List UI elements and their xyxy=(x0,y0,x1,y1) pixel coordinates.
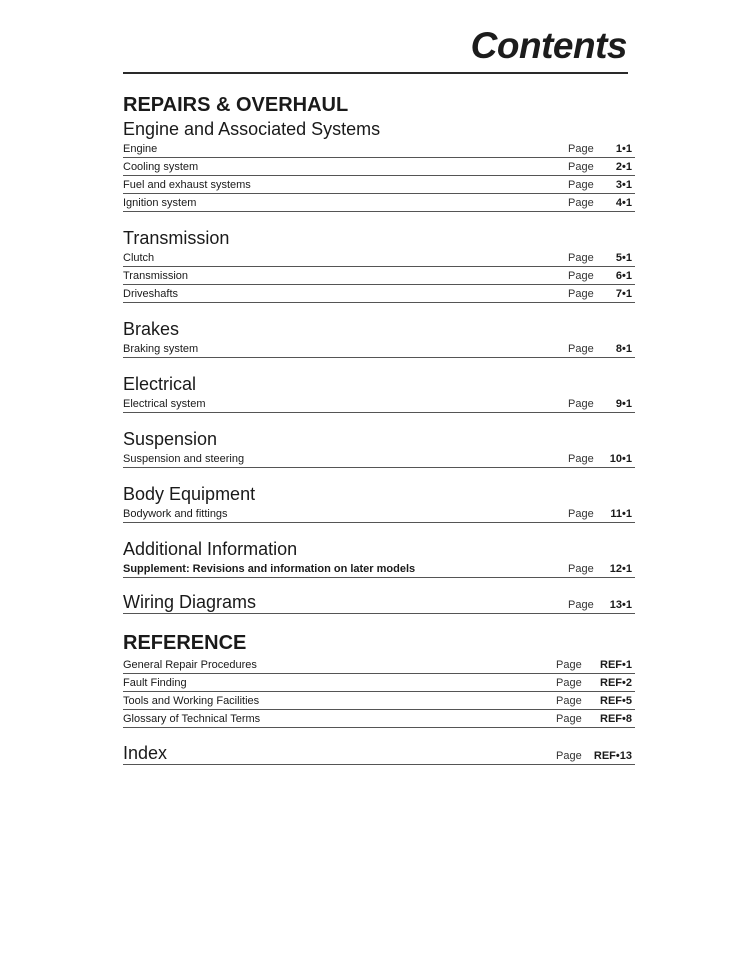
page-title: Contents xyxy=(470,25,627,66)
page-number: 2•1 xyxy=(615,161,632,173)
page-number: REF•1 xyxy=(600,659,632,671)
page-number: 12•1 xyxy=(609,563,632,575)
toc-entry[interactable] xyxy=(123,710,635,728)
section-heading: Wiring Diagrams xyxy=(123,592,257,612)
page-word: Page xyxy=(556,659,582,671)
page-number: 13•1 xyxy=(609,599,632,611)
page-word: Page xyxy=(568,343,594,355)
title-rule xyxy=(123,72,628,74)
section-heading: Suspension xyxy=(123,429,218,449)
entry-label: Supplement: Revisions and information on later models xyxy=(123,563,416,575)
section-heading: Brakes xyxy=(123,319,180,339)
section-heading: Electrical xyxy=(123,374,197,394)
page-word: Page xyxy=(568,197,594,209)
entry-label: Driveshafts xyxy=(123,288,179,300)
page-word: Page xyxy=(556,695,582,707)
page-word: Page xyxy=(568,563,594,575)
page-word: Page xyxy=(568,143,594,155)
page-word: Page xyxy=(568,161,594,173)
toc-entry-wiring-diagrams[interactable] xyxy=(123,593,635,614)
page-number: 1•1 xyxy=(615,143,632,155)
entry-label: Electrical system xyxy=(123,398,206,410)
toc-entry[interactable] xyxy=(123,560,635,578)
page-number: 7•1 xyxy=(615,288,632,300)
entry-label: Clutch xyxy=(123,252,155,264)
entry-label: Engine xyxy=(123,143,158,155)
toc-entry[interactable] xyxy=(123,395,635,413)
section-heading: Index xyxy=(123,743,168,763)
toc-entry[interactable] xyxy=(123,505,635,523)
page-word: Page xyxy=(568,270,594,282)
page-word: Page xyxy=(568,398,594,410)
entry-label: Fault Finding xyxy=(123,677,187,689)
section-engine xyxy=(123,118,635,212)
section-additional-information xyxy=(123,538,635,578)
section-electrical xyxy=(123,373,635,413)
toc-entry[interactable] xyxy=(123,340,635,358)
toc-entry[interactable] xyxy=(123,158,635,176)
section-heading: Body Equipment xyxy=(123,484,256,504)
section-wiring-diagrams xyxy=(123,593,635,614)
toc-entry[interactable] xyxy=(123,656,635,674)
section-brakes xyxy=(123,318,635,358)
page-number: REF•13 xyxy=(593,750,632,762)
page-word: Page xyxy=(556,677,582,689)
section-suspension xyxy=(123,428,635,468)
entry-label: Cooling system xyxy=(123,161,199,173)
page-number: 6•1 xyxy=(615,270,632,282)
page-number: REF•8 xyxy=(600,713,632,725)
page-number: 10•1 xyxy=(609,453,632,465)
toc-entry[interactable] xyxy=(123,140,635,158)
page-word: Page xyxy=(568,599,594,611)
toc-entry-index[interactable] xyxy=(123,744,635,765)
entry-label: Fuel and exhaust systems xyxy=(123,179,251,191)
toc-entry[interactable] xyxy=(123,176,635,194)
section-heading: Transmission xyxy=(123,228,230,248)
toc-entry[interactable] xyxy=(123,194,635,212)
entry-label: Tools and Working Facilities xyxy=(123,695,260,707)
toc-entry[interactable] xyxy=(123,285,635,303)
page-number: 8•1 xyxy=(615,343,632,355)
entry-label: General Repair Procedures xyxy=(123,659,257,671)
part-heading-repairs: REPAIRS & OVERHAUL xyxy=(123,94,349,116)
toc-entry[interactable] xyxy=(123,692,635,710)
page-number: 9•1 xyxy=(615,398,632,410)
toc-entry[interactable] xyxy=(123,450,635,468)
toc-entry[interactable] xyxy=(123,267,635,285)
page-number: REF•5 xyxy=(600,695,632,707)
section-transmission xyxy=(123,227,635,303)
table-of-contents xyxy=(123,92,635,765)
page-word: Page xyxy=(556,713,582,725)
section-index xyxy=(123,744,635,765)
page-number: 4•1 xyxy=(615,197,632,209)
section-reference xyxy=(123,656,635,728)
page-word: Page xyxy=(568,252,594,264)
section-heading: Engine and Associated Systems xyxy=(123,119,381,139)
page-word: Page xyxy=(556,750,582,762)
entry-label: Suspension and steering xyxy=(123,453,245,465)
entry-label: Ignition system xyxy=(123,197,197,209)
page-word: Page xyxy=(568,453,594,465)
page-number: 3•1 xyxy=(615,179,632,191)
entry-label: Glossary of Technical Terms xyxy=(123,713,261,725)
section-heading: Additional Information xyxy=(123,539,298,559)
entry-label: Bodywork and fittings xyxy=(123,508,228,520)
toc-entry[interactable] xyxy=(123,249,635,267)
toc-entry[interactable] xyxy=(123,674,635,692)
page-number: 11•1 xyxy=(610,508,632,520)
page-number: REF•2 xyxy=(600,677,632,689)
page-word: Page xyxy=(568,508,594,520)
part-heading-reference: REFERENCE xyxy=(123,632,247,654)
section-body-equipment xyxy=(123,483,635,523)
page-word: Page xyxy=(568,288,594,300)
entry-label: Transmission xyxy=(123,270,188,282)
page-word: Page xyxy=(568,179,594,191)
page-number: 5•1 xyxy=(615,252,632,264)
entry-label: Braking system xyxy=(123,343,199,355)
